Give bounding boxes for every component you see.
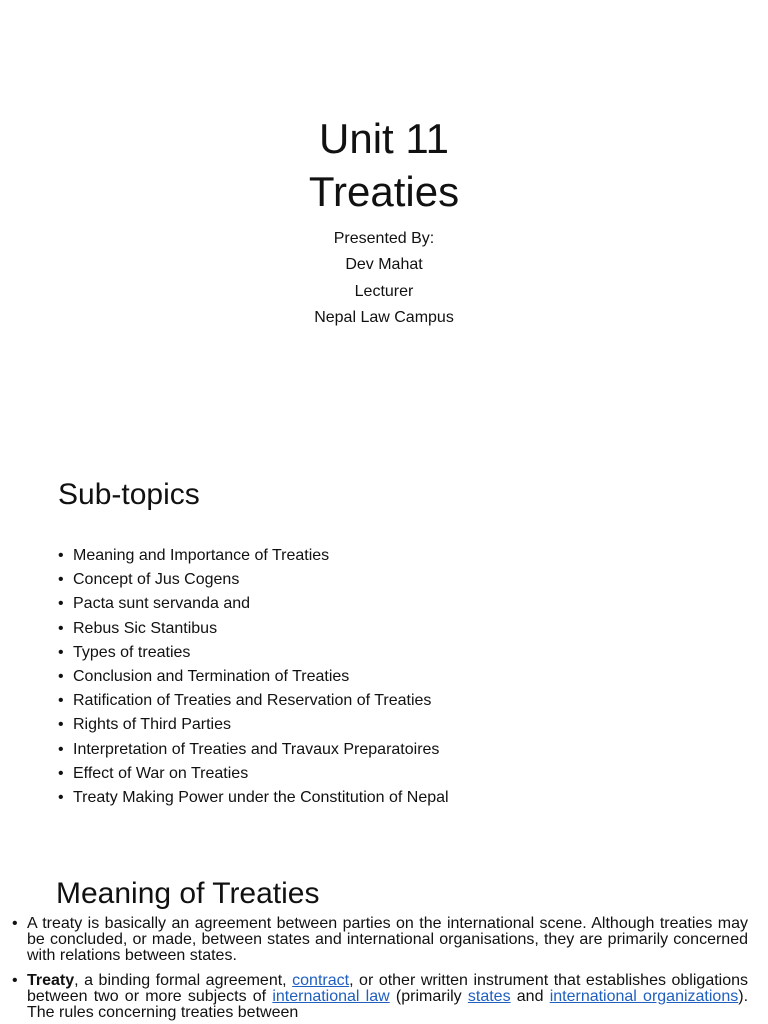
title-line-1: Unit 11 [319, 115, 449, 162]
presented-by-label: Presented By: [333, 230, 435, 247]
international-law-link[interactable]: international law [272, 987, 390, 1005]
meaning-slide [0, 866, 768, 1024]
para-text: , a binding formal agreement, [74, 971, 293, 989]
meaning-paragraph-1: • A treaty is basically an agreement between parties on the international scene. Although treaties may be concluded, or made, between states and international organisations, they are primarily concerned with relations between states. [10, 916, 748, 965]
international-organizations-link[interactable]: international organizations [549, 987, 739, 1005]
list-item: • Meaning and Importance of Treaties [58, 544, 449, 568]
list-item: • Treaty Making Power under the Constitution of Nepal [58, 786, 449, 810]
list-item: • Rights of Third Parties [58, 713, 449, 737]
para-text: ). The rules concerning treaties between [27, 987, 749, 1022]
meaning-list [10, 916, 748, 1024]
presenter-role: Lecturer [354, 282, 414, 300]
subtopics-list [58, 544, 449, 810]
list-item: • Pacta sunt servanda and [58, 592, 449, 616]
list-item: • Concept of Jus Cogens [58, 568, 449, 592]
list-item: • Conclusion and Termination of Treaties [58, 665, 449, 689]
list-item: • Types of treaties [58, 641, 449, 665]
states-link[interactable]: states [467, 987, 511, 1005]
subtopics-heading: Sub-topics [58, 478, 200, 511]
title-line-2: Treaties [308, 168, 460, 215]
meaning-heading: Meaning of Treaties [56, 877, 320, 910]
subtopics-slide [0, 433, 768, 865]
list-item: • Effect of War on Treaties [58, 762, 449, 786]
para-text: and [510, 987, 550, 1005]
title-slide [0, 0, 768, 432]
presenter-name: Dev Mahat [345, 256, 423, 274]
meaning-paragraph-2 [10, 973, 748, 1022]
list-item: • Ratification of Treaties and Reservation of Treaties [58, 689, 449, 713]
treaty-term: Treaty [27, 971, 75, 989]
presenter-info [0, 226, 768, 331]
slide-title [0, 112, 768, 218]
presenter-institution: Nepal Law Campus [314, 308, 454, 326]
contract-link[interactable]: contract [292, 971, 350, 989]
para-text: , or other written instrument that establishes obligations between two or more subjects of [27, 971, 749, 1005]
list-item: • Interpretation of Treaties and Travaux Preparatoires [58, 738, 449, 762]
list-item: • Rebus Sic Stantibus [58, 617, 449, 641]
para-text: (primarily [389, 987, 468, 1005]
